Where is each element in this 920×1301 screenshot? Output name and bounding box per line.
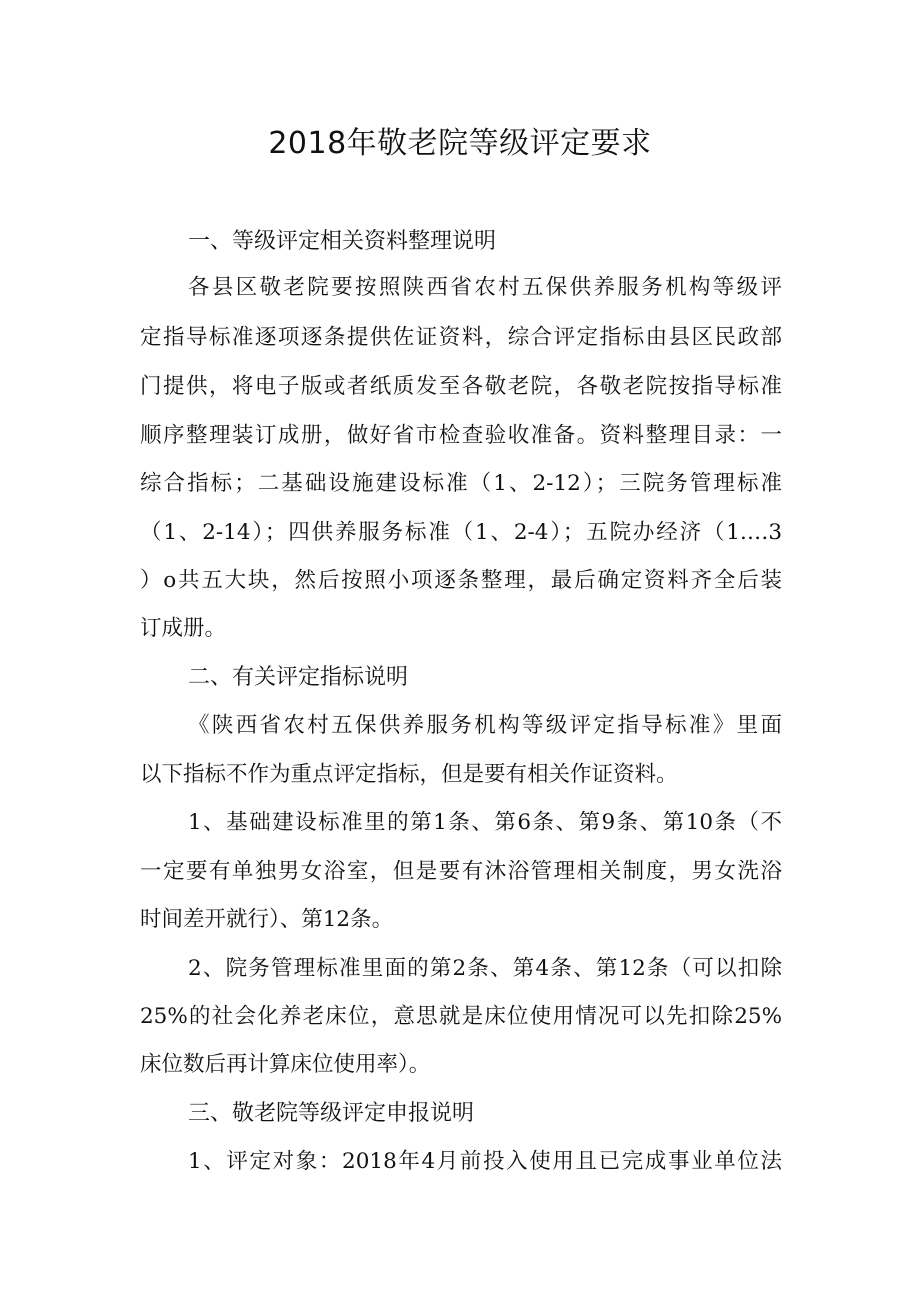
paragraph-line: （1、2-14）；四供养服务标准（1、2-4）；五院办经济（1.…3 xyxy=(140,520,782,545)
paragraph-line: 以下指标不作为重点评定指标，但是要有相关作证资料。 xyxy=(140,762,678,787)
paragraph-line: 床位数后再计算床位使用率）。 xyxy=(140,1052,431,1077)
paragraph-line: 综合指标；二基础设施建设标准（1、2-12）；三院务管理标准 xyxy=(140,471,782,496)
paragraph-line: ）o共五大块，然后按照小项逐条整理，最后确定资料齐全后装 xyxy=(140,568,782,593)
paragraph-line: 一定要有单独男女浴室，但是要有沐浴管理相关制度，男女洗浴 xyxy=(140,859,782,884)
paragraph-line: 2、院务管理标准里面的第2条、第4条、第12条（可以扣除 xyxy=(188,956,782,981)
paragraph-line: 时间差开就行）、第12条。 xyxy=(140,907,394,932)
paragraph-line: 1、评定对象：2018年4月前投入使用且已完成事业单位法 xyxy=(188,1149,782,1174)
paragraph-line: 门提供，将电子版或者纸质发至各敬老院，各敬老院按指导标准 xyxy=(140,374,782,399)
paragraph-line: 各县区敬老院要按照陕西省农村五保供养服务机构等级评 xyxy=(188,275,782,300)
section-heading-1: 一、等级评定相关资料整理说明 xyxy=(188,229,497,254)
document-title: 2018年敬老院等级评定要求 xyxy=(268,126,652,161)
paragraph-line: 顺序整理装订成册，做好省市检查验收准备。资料整理目录：一 xyxy=(140,423,782,448)
section-heading-2: 二、有关评定指标说明 xyxy=(188,665,409,690)
paragraph-line: 25%的社会化养老床位，意思就是床位使用情况可以先扣除25% xyxy=(140,1004,782,1029)
paragraph-line: 订成册。 xyxy=(140,616,227,641)
paragraph-line: 《陕西省农村五保供养服务机构等级评定指导标准》里面 xyxy=(188,713,782,738)
section-heading-3: 三、敬老院等级评定申报说明 xyxy=(188,1101,475,1126)
paragraph-line: 定指导标准逐项逐条提供佐证资料，综合评定指标由县区民政部 xyxy=(140,325,782,350)
paragraph-line: 1、基础建设标准里的第1条、第6条、第9条、第10条（不 xyxy=(188,810,782,835)
